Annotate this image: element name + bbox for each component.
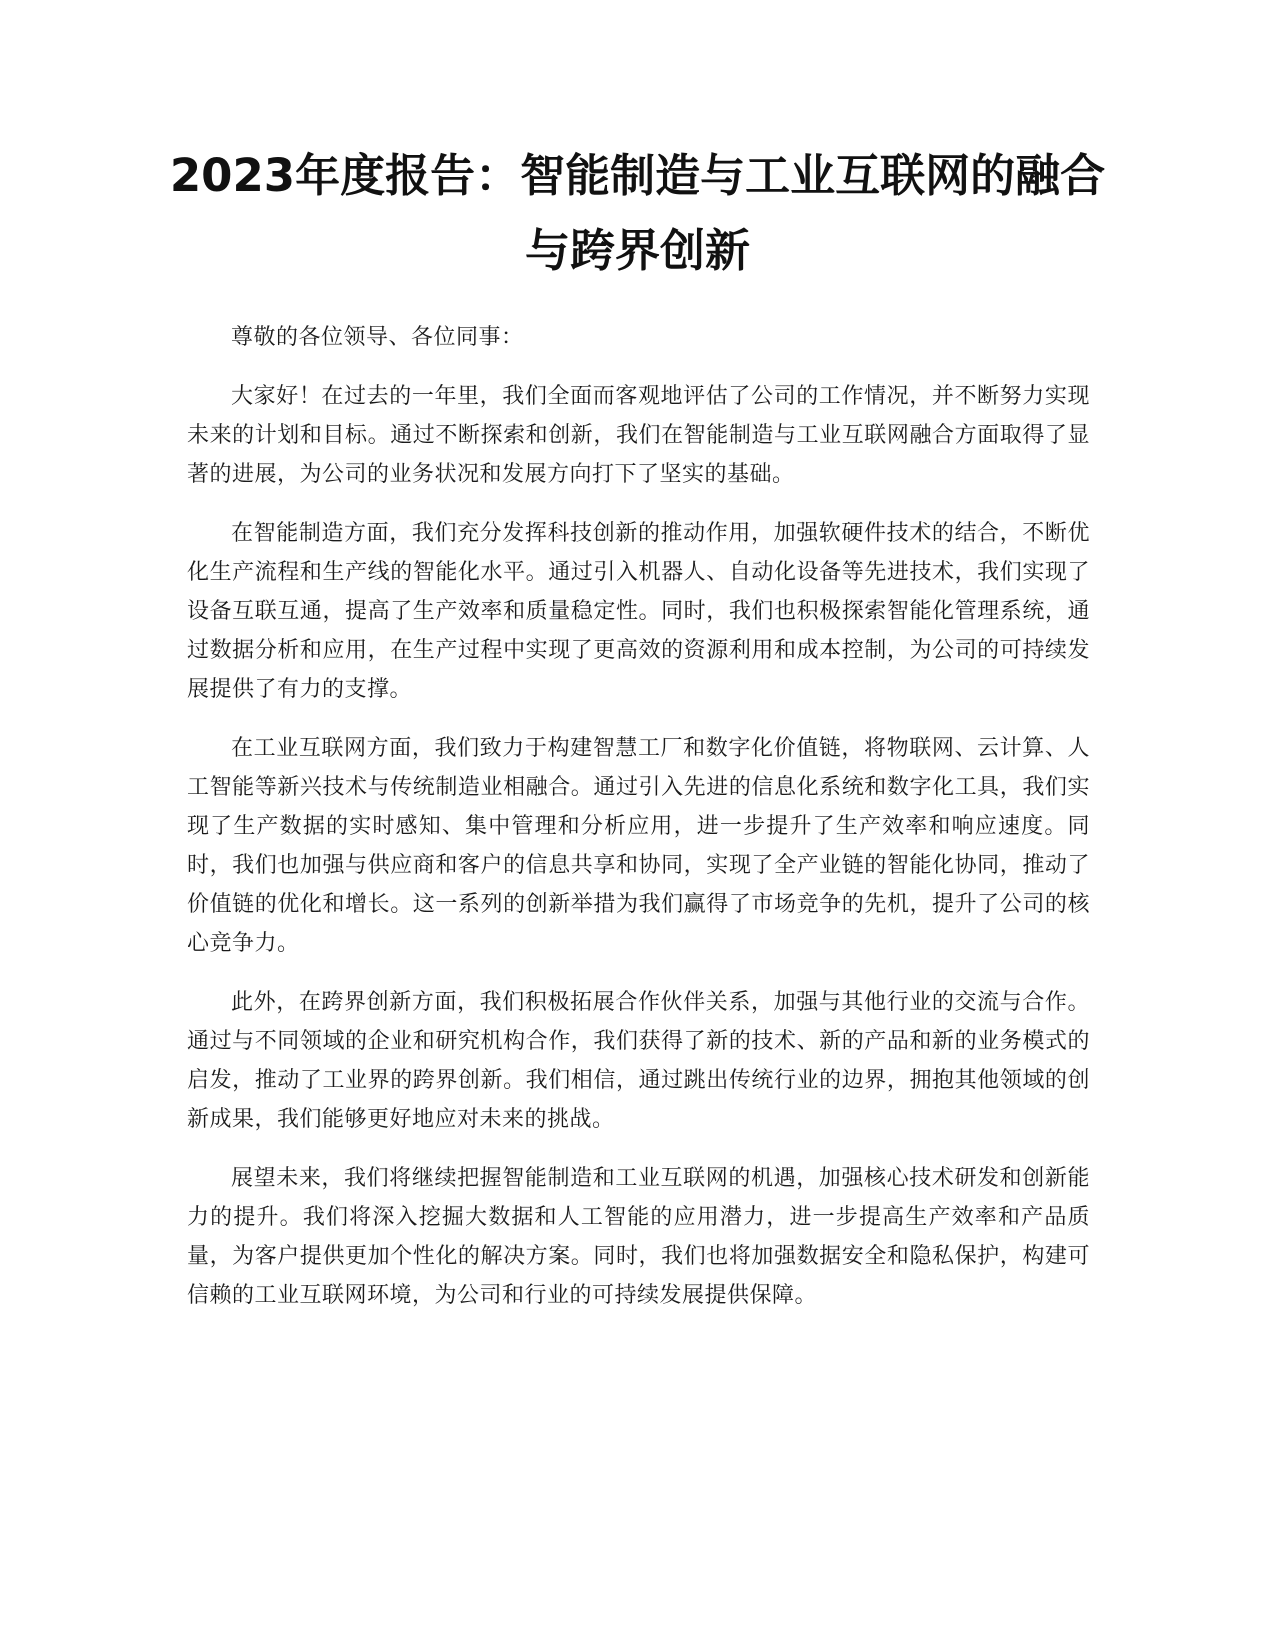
cross-border-innovation-paragraph: 此外，在跨界创新方面，我们积极拓展合作伙伴关系，加强与其他行业的交流与合作。通过与不同领域的企业和研究机构合作，我们获得了新的技术、新的产品和新的业务模式的启发，推动了工业界的跨界创新。我们相信，通过跳出传统行业的边界，拥抱其他领域的创新成果，我们能够更好地应对未来的挑战。 — [187, 990, 1090, 1132]
salutation-paragraph: 尊敬的各位领导、各位同事： — [231, 325, 524, 350]
industrial-internet-paragraph: 在工业互联网方面，我们致力于构建智慧工厂和数字化价值链，将物联网、云计算、人工智能等新兴技术与传统制造业相融合。通过引入先进的信息化系统和数字化工具，我们实现了生产数据的实时感知、集中管理和分析应用，进一步提升了生产效率和响应速度。同时，我们也加强与供应商和客户的信息共享和协同，实现了全产业链的智能化协同，推动了价值链的优化和增长。这一系列的创新举措为我们赢得了市场竞争的先机，提升了公司的核心竞争力。 — [187, 736, 1090, 956]
smart-manufacturing-paragraph: 在智能制造方面，我们充分发挥科技创新的推动作用，加强软硬件技术的结合，不断优化生产流程和生产线的智能化水平。通过引入机器人、自动化设备等先进技术，我们实现了设备互联互通，提高了生产效率和质量稳定性。同时，我们也积极探索智能化管理系统，通过数据分析和应用，在生产过程中实现了更高效的资源利用和成本控制，为公司的可持续发展提供了有力的支撑。 — [187, 521, 1090, 702]
document-body — [187, 318, 1090, 1335]
intro-paragraph: 大家好！在过去的一年里，我们全面而客观地评估了公司的工作情况，并不断努力实现未来的计划和目标。通过不断探索和创新，我们在智能制造与工业互联网融合方面取得了显著的进展，为公司的业务状况和发展方向打下了坚实的基础。 — [187, 384, 1090, 487]
outlook-paragraph: 展望未来，我们将继续把握智能制造和工业互联网的机遇，加强核心技术研发和创新能力的提升。我们将深入挖掘大数据和人工智能的应用潜力，进一步提高生产效率和产品质量，为客户提供更加个性化的解决方案。同时，我们也将加强数据安全和隐私保护，构建可信赖的工业互联网环境，为公司和行业的可持续发展提供保障。 — [187, 1166, 1090, 1308]
document-title: 2023年度报告：智能制造与工业互联网的融合与跨界创新 — [169, 149, 1106, 277]
